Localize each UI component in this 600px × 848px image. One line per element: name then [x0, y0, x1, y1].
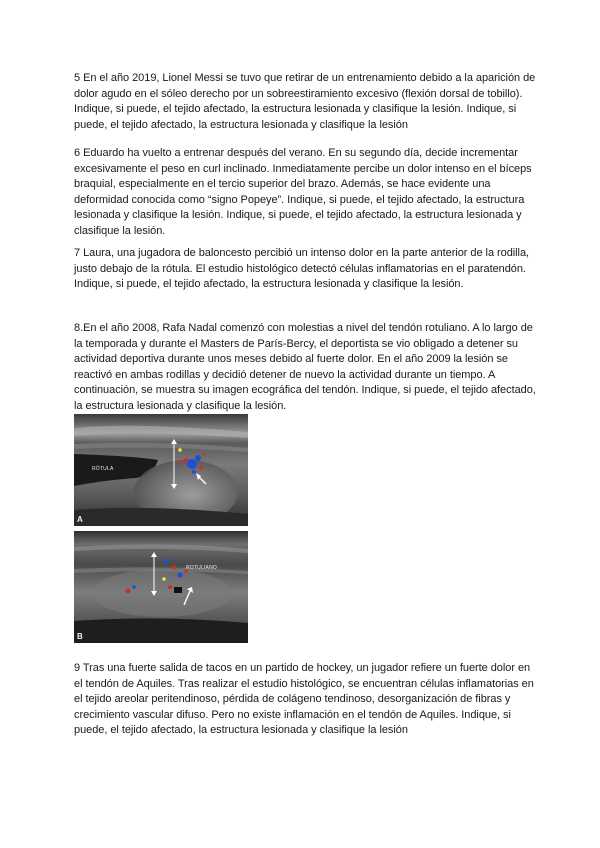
question-8: 8.En el año 2008, Rafa Nadal comenzó con molestias a nivel del tendón rotuliano. A lo largo de la temporada y durante el Masters de París-Bercy, el deportista se vio obligado a detener su actividad deportiva durante unos meses debido al fuerte dolor. En el año 2009 la lesión se reactivó en ambas rodillas y decidió detener de nuevo la actividad durante un tiempo. A continuación, se muestra su imagen ecográfica del tendón. Indique, si puede, el tejido afectado, la estructura lesionada y clasifique la lesión. — [74, 322, 536, 412]
question-6: 6 Eduardo ha vuelto a entrenar después del verano. En su segundo día, decide incrementar excesivamente el peso en curl inclinado. Inmediatamente percibe un dolor intenso en el bíceps braquial, especialmente en el tercio superior del brazo. Además, se hace evidente una deformidad conocida como “signo Popeye”. Indique, si puede, el tejido afectado, la estructura lesionada y clasifique la lesión. Indique, si puede, el tejido afectado, la estructura lesionada y clasifique la lesión. — [74, 147, 532, 237]
ultrasound-b-letter: B — [77, 632, 83, 641]
question-7: 7 Laura, una jugadora de baloncesto percibió un intenso dolor en la parte anterior de la rodilla, justo debajo de la rótula. El estudio histológico detectó células inflamatorias en el paratendón. Indique, si puede, el tejido afectado, la estructura lesionada y clasifique la lesión. — [74, 247, 530, 290]
ultrasound-b-graphic — [74, 531, 248, 643]
question-9: 9 Tras una fuerte salida de tacos en un partido de hockey, un jugador refiere un fuerte dolor en el tendón de Aquiles. Tras realizar el estudio histológico, se encuentran células inflamatorias en el tejido areolar peritendinoso, pérdida de colágeno tendinoso, desorganización de fibras y crecimiento vascular difuso. Pero no existe inflamación en el tendón de Aquiles. Indique, si puede, el tejido afectado, la estructura lesionada y clasifique la lesión — [74, 662, 534, 736]
ultrasound-b-label: ROTULIANO — [186, 565, 217, 571]
ultrasound-a-letter: A — [77, 515, 83, 524]
ultrasound-image-b — [74, 531, 248, 643]
question-5: 5 En el año 2019, Lionel Messi se tuvo que retirar de un entrenamiento debido a la aparición de dolor agudo en el sóleo derecho por un sobreestiramiento excesivo (flexión dorsal de tobillo). Indique, si puede, el tejido afectado, la estructura lesionada y clasifique la lesión. Indique, si puede, el tejido afectado, la estructura lesionada y clasifique la lesión — [74, 72, 536, 131]
ultrasound-a-label: RÓTULA — [92, 466, 114, 472]
ultrasound-image-a — [74, 414, 248, 526]
